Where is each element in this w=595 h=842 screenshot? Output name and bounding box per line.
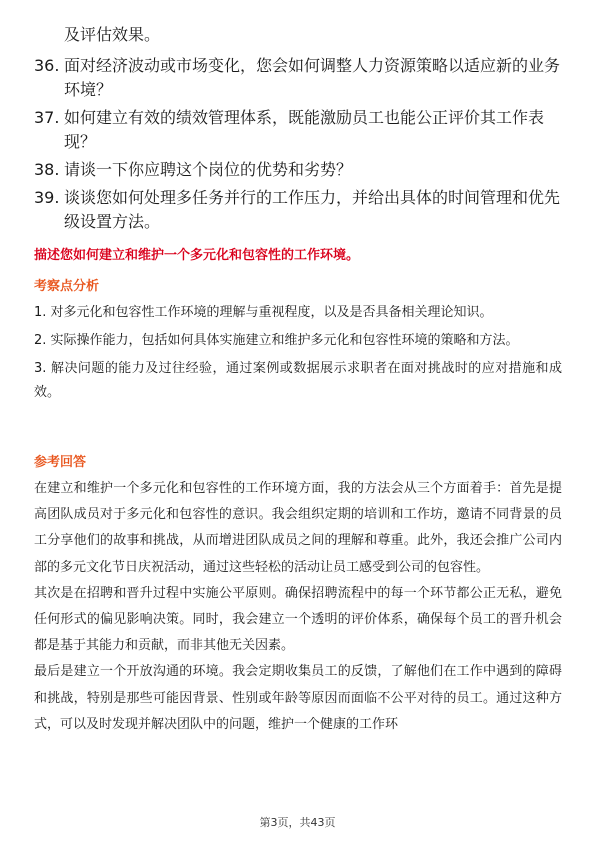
question-list bbox=[34, 54, 564, 238]
analysis-heading: 考察点分析 bbox=[34, 279, 100, 294]
answer-paragraph: 在建立和维护一个多元化和包容性的工作环境方面，我的方法会从三个方面着手：首先是提高团队成员对于多元化和包容性的意识。我会组织定期的培训和工作坊，邀请不同背景的员工分享他们的故事和挑战，从而增进团队成员之间的理解和尊重。此外，我还会推广公司内部的多元文化节日庆祝活动，通过这些轻松的活动让员工感受到公司的包容性。 bbox=[34, 481, 562, 575]
question-number: 37. bbox=[34, 108, 60, 127]
page-footer: 第3页，共43页 bbox=[259, 816, 336, 829]
question-item-37 bbox=[34, 106, 564, 154]
answer-body bbox=[34, 476, 562, 738]
analysis-item: 2. 实际操作能力，包括如何具体实施建立和维护多元化和包容性环境的策略和方法。 bbox=[34, 333, 519, 348]
analysis-item: 1. 对多元化和包容性工作环境的理解与重视程度，以及是否具备相关理论知识。 bbox=[34, 305, 493, 320]
question-text: 面对经济波动或市场变化，您会如何调整人力资源策略以适应新的业务环境？ bbox=[64, 56, 561, 99]
question-item-39 bbox=[34, 186, 564, 234]
answer-paragraph: 其次是在招聘和晋升过程中实施公平原则。确保招聘流程中的每一个环节都公正无私，避免任何形式的偏见影响决策。同时，我会建立一个透明的评价体系，确保每个员工的晋升机会都是基于其能力和贡献，而非其他无关因素。 bbox=[34, 585, 562, 654]
question-text: 请谈一下你应聘这个岗位的优势和劣势？ bbox=[64, 160, 353, 179]
question-text: 谈谈您如何处理多任务并行的工作压力，并给出具体的时间管理和优先级设置方法。 bbox=[64, 188, 561, 231]
question-text: 如何建立有效的绩效管理体系，既能激励员工也能公正评价其工作表现？ bbox=[64, 108, 545, 151]
question-number: 36. bbox=[34, 56, 60, 75]
question-item-38 bbox=[34, 158, 564, 182]
question-number: 39. bbox=[34, 188, 60, 207]
analysis-list bbox=[34, 301, 562, 409]
answer-heading: 参考回答 bbox=[34, 455, 87, 470]
answer-paragraph: 最后是建立一个开放沟通的环境。我会定期收集员工的反馈，了解他们在工作中遇到的障碍和挑战，特别是那些可能因背景、性别或年龄等原因而面临不公平对待的员工。通过这种方式，可以及时发现并解决团队中的问题，维护一个健康的工作环 bbox=[34, 664, 562, 732]
question-number: 38. bbox=[34, 160, 60, 179]
continuation-text: 及评估效果。 bbox=[64, 25, 161, 44]
topic-title: 描述您如何建立和维护一个多元化和包容性的工作环境。 bbox=[34, 248, 360, 263]
analysis-item: 3. 解决问题的能力及过往经验，通过案例或数据展示求职者在面对挑战时的应对措施和成效。 bbox=[34, 361, 562, 400]
question-item-36 bbox=[34, 54, 564, 102]
